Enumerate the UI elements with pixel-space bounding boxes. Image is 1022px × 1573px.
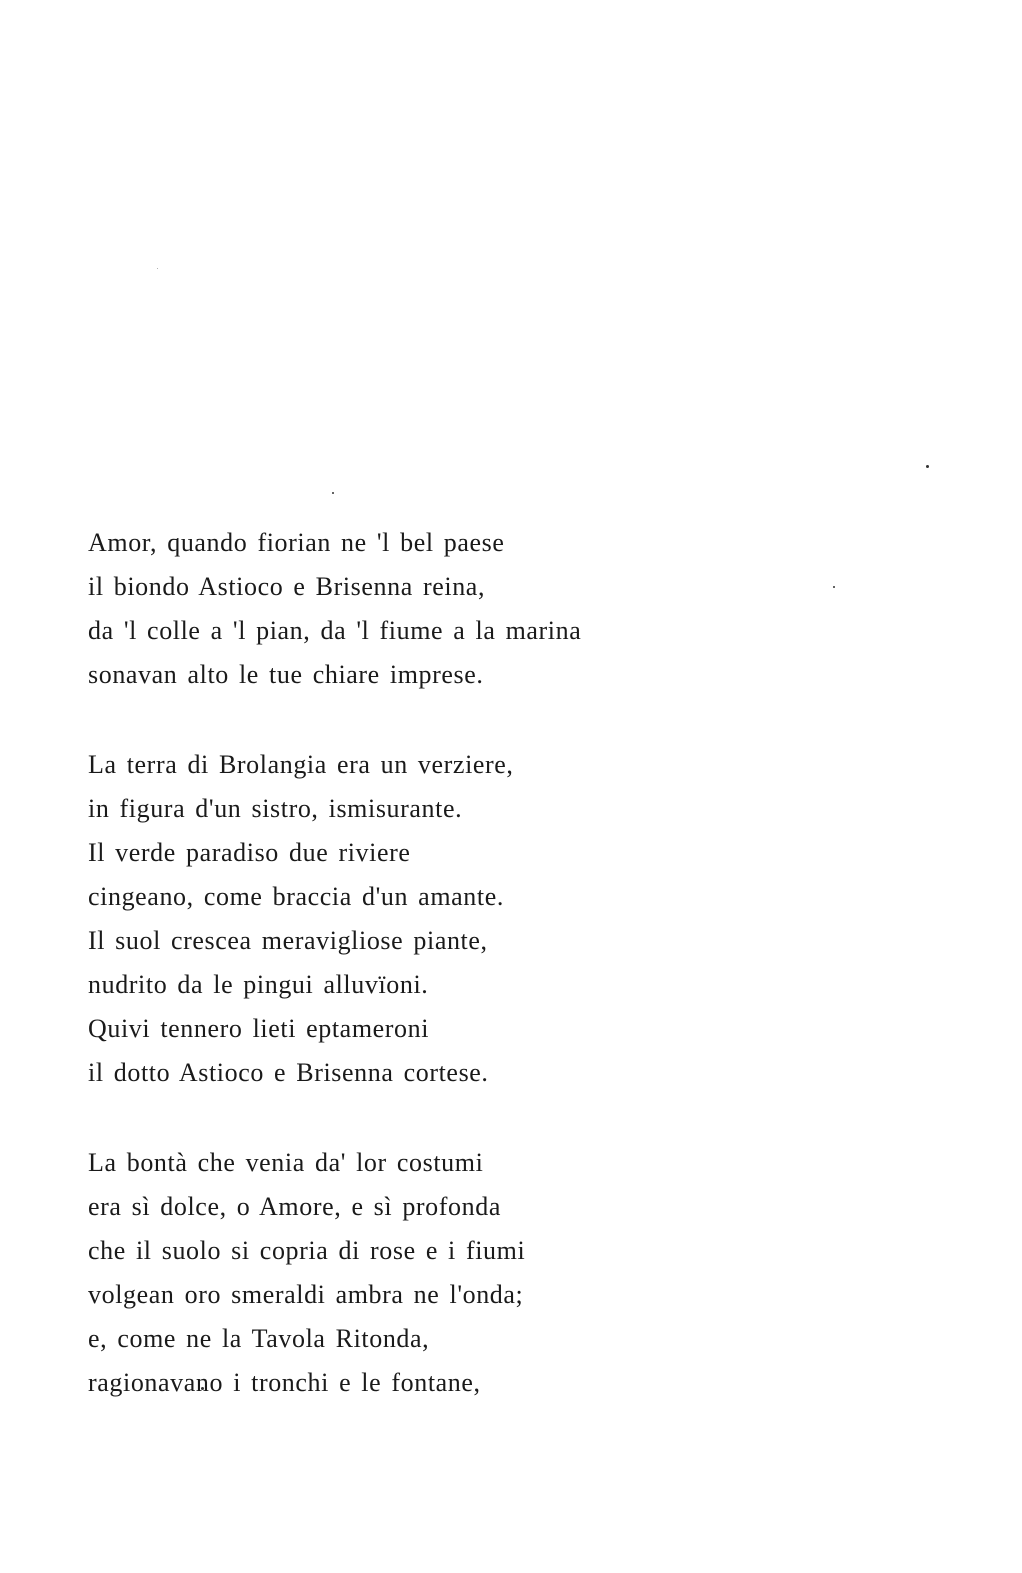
- stanza-2: [88, 743, 514, 1095]
- verse-line: Amor, quando fiorian ne 'l bel paese: [88, 528, 505, 557]
- verse-line: Il suol crescea meravigliose piante,: [88, 926, 488, 955]
- print-speck: [833, 586, 835, 588]
- verse-line: in figura d'un sistro, ismisurante.: [88, 794, 463, 823]
- verse-line: La terra di Brolangia era un verziere,: [88, 750, 514, 779]
- print-speck: [926, 465, 929, 468]
- print-speck: [157, 268, 158, 269]
- verse-line: da 'l colle a 'l pian, da 'l fiume a la marina: [88, 616, 582, 645]
- verse-line: volgean oro smeraldi ambra ne l'onda;: [88, 1280, 524, 1309]
- verse-line: era sì dolce, o Amore, e sì profonda: [88, 1192, 501, 1221]
- verse-line: Il verde paradiso due riviere: [88, 838, 411, 867]
- verse-line: La bontà che venia da' lor costumi: [88, 1148, 484, 1177]
- verse-line: ragionavano i tronchi e le fontane,: [88, 1368, 481, 1397]
- print-speck: [332, 492, 334, 494]
- verse-line: cingeano, come braccia d'un amante.: [88, 882, 504, 911]
- stanza-1: [88, 521, 581, 697]
- verse-line: nudrito da le pingui alluvïoni.: [88, 970, 429, 999]
- verse-line: il dotto Astioco e Brisenna cortese.: [88, 1058, 489, 1087]
- verse-line: che il suolo si copria di rose e i fiumi: [88, 1236, 526, 1265]
- verse-line: Quivi tennero lieti eptameroni: [88, 1014, 430, 1043]
- verse-line: il biondo Astioco e Brisenna reina,: [88, 572, 486, 601]
- verse-line: e, come ne la Tavola Ritonda,: [88, 1324, 430, 1353]
- stanza-3: [88, 1141, 525, 1405]
- verse-line: sonavan alto le tue chiare imprese.: [88, 660, 484, 689]
